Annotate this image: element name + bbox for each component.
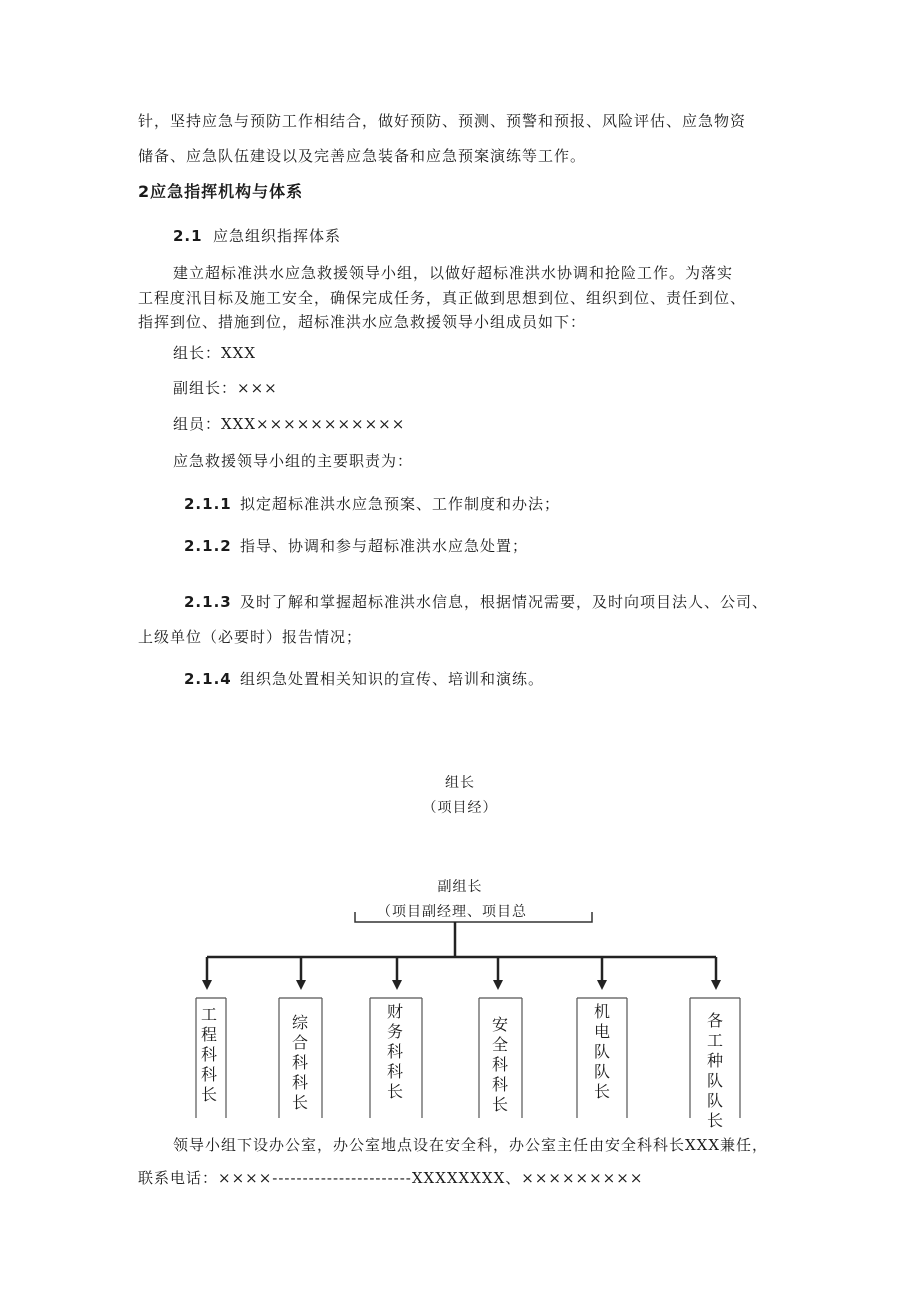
section-2-1-number: 2.1 <box>173 227 203 245</box>
para-line-3: 指挥到位、措施到位，超标准洪水应急救援领导小组成员如下： <box>138 313 587 331</box>
duty-number: 2.1.2 <box>184 537 232 555</box>
section-2-heading: 2应急指挥机构与体系 <box>138 182 304 201</box>
para-line-2: 工程度汛目标及施工安全，确保完成任务，真正做到思想到位、组织到位、责任到位、 <box>138 289 747 307</box>
duties-intro: 应急救援领导小组的主要职责为： <box>173 452 414 470</box>
org-mid-subtitle: （项目副经理、项目总 <box>377 904 527 920</box>
duty-text: 及时了解和掌握超标准洪水信息，根据情况需要，及时向项目法人、公司、 <box>240 593 769 611</box>
org-mid-title: 副组长 <box>437 879 483 895</box>
duty-text-continued: 上级单位（必要时）报告情况； <box>138 628 363 646</box>
intro-line-1: 针，坚持应急与预防工作相结合，做好预防、预测、预警和预报、风险评估、应急物资 <box>138 112 747 130</box>
section-2-1-title: 应急组织指挥体系 <box>213 227 342 245</box>
member-staff: 组员：XXX××××××××××× <box>173 415 406 433</box>
org-mid-bracket <box>355 912 592 922</box>
org-box-general: 综合科科长 <box>291 1013 308 1112</box>
org-box-engineering: 工程科科长 <box>200 1005 217 1104</box>
org-box-safety: 安全科科长 <box>491 1015 508 1114</box>
org-top-title: 组长 <box>445 775 475 791</box>
org-box-finance: 财务科科长 <box>386 1002 403 1101</box>
duty-text: 指导、协调和参与超标准洪水应急处置； <box>240 537 529 555</box>
para-line-1: 建立超标准洪水应急救援领导小组，以做好超标准洪水协调和抢险工作。为落实 <box>173 264 734 282</box>
org-box-electromech: 机电队队长 <box>593 1002 610 1101</box>
member-deputy: 副组长：××× <box>173 379 278 397</box>
org-box-trades: 各工种队队长 <box>706 1011 723 1130</box>
duty-number: 2.1.1 <box>184 495 232 513</box>
duty-text: 拟定超标准洪水应急预案、工作制度和办法； <box>240 495 561 513</box>
intro-line-2: 储备、应急队伍建设以及完善应急装备和应急预案演练等工作。 <box>138 147 587 165</box>
member-leader: 组长：XXX <box>173 344 257 362</box>
duty-text: 组织急处置相关知识的宣传、培训和演练。 <box>240 670 545 688</box>
org-top-subtitle: （项目经） <box>422 800 498 816</box>
duty-number: 2.1.4 <box>184 670 232 688</box>
footer-line-2: 联系电话：××××-----------------------XXXXXXXX、××××××××× <box>138 1169 644 1187</box>
duty-number: 2.1.3 <box>184 593 232 611</box>
footer-line-1: 领导小组下设办公室，办公室地点设在安全科，办公室主任由安全科科长XXX兼任， <box>173 1136 769 1154</box>
